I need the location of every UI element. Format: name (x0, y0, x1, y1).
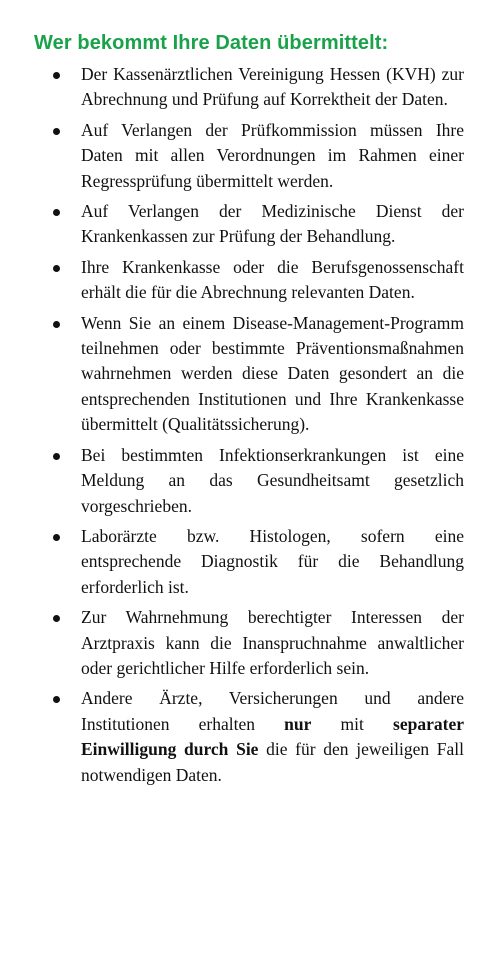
list-item-text: Zur Wahrnehmung berechtigter Interessen der Arztpraxis kann die Inanspruchnahme anwaltlicher oder gerichtlicher Hilfe erforderlich sein. (81, 607, 464, 678)
list-item (34, 255, 464, 306)
text-segment: die für den jeweiligen Fall notwendigen Daten. (81, 739, 464, 785)
bullet-icon (53, 615, 60, 622)
list-item-text: Wenn Sie an einem Disease-Management-Programm teilnehmen oder bestimmte Präventionsmaßnahmen wahrnehmen werden diese Daten gesondert an die entsprechenden Institutionen und Ihre Krankenkasse übermittelt (Qualitätssicherung). (81, 312, 464, 435)
list-item (34, 524, 464, 600)
recipient-list (34, 62, 464, 788)
list-item-text: Ihre Krankenkasse oder die Berufsgenossenschaft erhält die für die Abrechnung relevanten Daten. (81, 256, 464, 303)
list-item (34, 311, 464, 438)
bullet-icon (53, 534, 60, 541)
list-item-text (81, 686, 464, 788)
bullet-icon (53, 128, 60, 135)
list-item-text: Bei bestimmten Infektionserkrankungen ist eine Meldung an das Gesundheitsamt gesetzlich vorgeschrieben. (81, 444, 464, 516)
emphasis-text: separater Einwilligung durch Sie (81, 713, 464, 760)
list-item (34, 443, 464, 519)
list-item (34, 686, 464, 788)
bullet-icon (53, 72, 60, 79)
list-item-text: Auf Verlangen der Prüfkommission müssen Ihre Daten mit allen Verordnungen im Rahmen einer Regressprüfung übermittelt werden. (81, 119, 464, 191)
section-heading: Wer bekommt Ihre Daten übermittelt: (34, 32, 389, 54)
list-item-text: Der Kassenärztlichen Vereinigung Hessen (KVH) zur Abrechnung und Prüfung auf Korrektheit der Daten. (81, 64, 464, 110)
bullet-icon (53, 265, 60, 272)
bullet-icon (53, 453, 60, 460)
list-item (34, 605, 464, 681)
bullet-icon (53, 209, 60, 216)
bullet-icon (53, 321, 60, 328)
text-segment: Andere Ärzte, Versicherungen und andere Institutionen erhalten (81, 688, 464, 734)
list-item (34, 118, 464, 194)
emphasis-text: nur (284, 713, 312, 734)
bullet-icon (53, 696, 60, 703)
list-item-text: Laborärzte bzw. Histologen, sofern eine entsprechende Diagnostik für die Behandlung erforderlich ist. (81, 525, 464, 597)
list-item (34, 199, 464, 250)
list-item (34, 62, 464, 113)
list-item-text: Auf Verlangen der Medizinische Dienst der Krankenkassen zur Prüfung der Behandlung. (81, 201, 464, 247)
text-segment: mit (311, 713, 394, 734)
